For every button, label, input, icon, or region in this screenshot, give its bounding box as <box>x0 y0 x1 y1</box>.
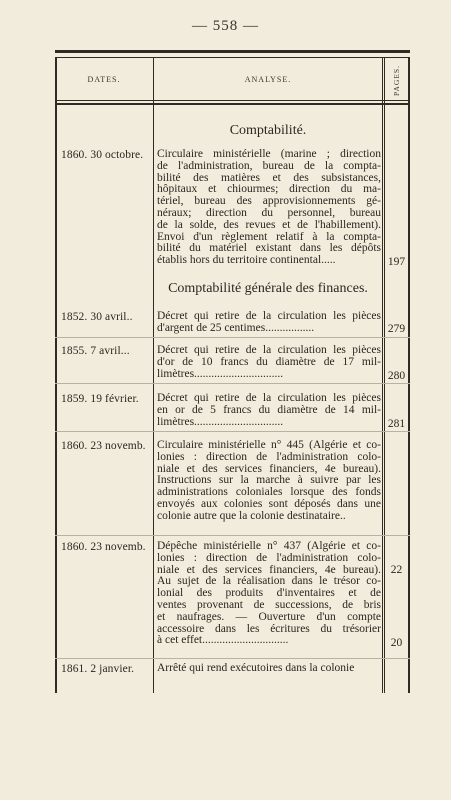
analysis-line: envoyés aux colonies sont déposés dans une <box>157 497 381 510</box>
section-title-comptabilite: Comptabilité. <box>229 123 307 138</box>
analysis-line: Circulaire ministérielle n° 445 (Algérie et co- <box>157 439 381 451</box>
analysis-line: Décret qui retire de la circulation les pièces <box>157 344 381 356</box>
analysis-line: et naufrages. — Ouverture d'un compte <box>157 610 381 623</box>
header-pages: PAGES. <box>392 64 402 96</box>
entry-page: 22 <box>390 564 403 576</box>
analysis-line: d'or de 10 francs du diamètre de 17 mil- <box>157 355 381 368</box>
analysis-line: lonial des produits d'inventaires et de <box>157 587 381 600</box>
analysis-line: administrations coloniales lorsque des fonds <box>157 486 381 499</box>
entry-analysis <box>157 149 381 267</box>
analysis-line: Instructions sur la marche à suivre par les <box>157 474 381 487</box>
row-separator <box>55 337 410 338</box>
analysis-line: hôpitaux et chiourmes; direction du ma- <box>157 183 381 196</box>
analysis-line: Dépêche ministérielle n° 437 (Algérie et co- <box>157 540 381 552</box>
header-rule-double <box>55 103 410 105</box>
analysis-line: Arrêté qui rend exécutoires dans la colonie <box>157 662 355 674</box>
analysis-line: de la solde, des revues et de l'habillement). <box>157 218 381 231</box>
header-pages-cell <box>385 61 408 99</box>
header-dates: DATES. <box>87 75 121 84</box>
analysis-line: tériel, bureau des approvisionnements gé- <box>157 195 381 208</box>
analysis-line: colonie autre que la colonie destinataire.. <box>157 509 346 522</box>
header-rule <box>55 100 410 101</box>
analyse-column-rule <box>382 58 383 693</box>
analysis-line: d'argent de 25 centimes................. <box>157 321 315 334</box>
section-title-comptabilite-generale: Comptabilité générale des finances. <box>168 281 368 296</box>
analysis-line: Décret qui retire de la circulation les pièces <box>157 392 381 404</box>
analysis-line: Circulaire ministérielle (marine ; direction <box>157 148 381 160</box>
entry-date: 1860. 23 novemb. <box>61 541 146 553</box>
row-separator <box>55 658 410 659</box>
analysis-line: Décret qui retire de la circulation les pièces <box>157 310 381 322</box>
entry-date: 1860. 30 octobre. <box>61 149 144 161</box>
entry-page: 279 <box>387 323 406 335</box>
entry-analysis <box>157 541 381 647</box>
analysis-line: niale et des services financiers, 4e bureau). <box>157 462 381 475</box>
analysis-line: limètres............................... <box>157 367 284 380</box>
right-border <box>408 58 410 693</box>
entry-analysis <box>157 440 381 523</box>
entry-date: 1861. 2 janvier. <box>61 663 135 675</box>
analysis-line: ventes provenant de successions, de bris <box>157 598 381 611</box>
analysis-line: niale et des services financiers, 4e bureau). <box>157 563 381 576</box>
analysis-line: lonies : direction de l'administration colo- <box>157 551 381 564</box>
analysis-line: en or de 5 francs du diamètre de 14 mil- <box>157 403 381 416</box>
entry-analysis <box>157 663 381 675</box>
dates-column-rule <box>153 58 154 693</box>
entry-page: 281 <box>387 418 406 430</box>
entry-page: 280 <box>387 370 406 382</box>
entry-date: 1852. 30 avril.. <box>61 311 133 323</box>
entry-date: 1859. 19 février. <box>61 393 139 405</box>
analysis-line: Envoi d'un règlement relatif à la compta- <box>157 230 381 243</box>
entry-analysis <box>157 345 381 380</box>
entry-analysis <box>157 393 381 428</box>
analysis-line: de l'administration, bureau de la compta- <box>157 159 381 172</box>
analysis-line: à cet effet.............................. <box>157 634 289 647</box>
analysis-line: lonies : direction de l'administration colo- <box>157 450 381 463</box>
entry-date: 1860. 23 novemb. <box>61 440 146 452</box>
entry-date: 1855. 7 avril... <box>61 345 130 357</box>
header-analyse: ANALYSE. <box>244 75 292 84</box>
page-number: — 558 — <box>192 18 259 34</box>
entry-analysis <box>157 311 381 335</box>
analysis-line: bilité du matériel existant dans les dépôts <box>157 242 381 255</box>
entry-page: 20 <box>390 637 403 649</box>
analysis-line: Au sujet de la réalisation dans le trésor co- <box>157 575 381 588</box>
row-separator <box>55 383 410 384</box>
row-separator <box>55 535 410 536</box>
analysis-line: accessoire dans les écritures du trésorier <box>157 622 381 635</box>
entry-page: 197 <box>387 256 406 268</box>
analysis-line: néraux; direction du personnel, bureau <box>157 206 381 219</box>
index-table <box>55 50 410 693</box>
row-separator <box>55 431 410 432</box>
left-border <box>55 58 57 693</box>
top-rule <box>55 57 410 58</box>
analysis-line: établis hors du territoire continental..... <box>157 254 336 267</box>
analysis-line: bilité des matières et des subsistances, <box>157 171 381 184</box>
analysis-line: limètres............................... <box>157 415 284 428</box>
